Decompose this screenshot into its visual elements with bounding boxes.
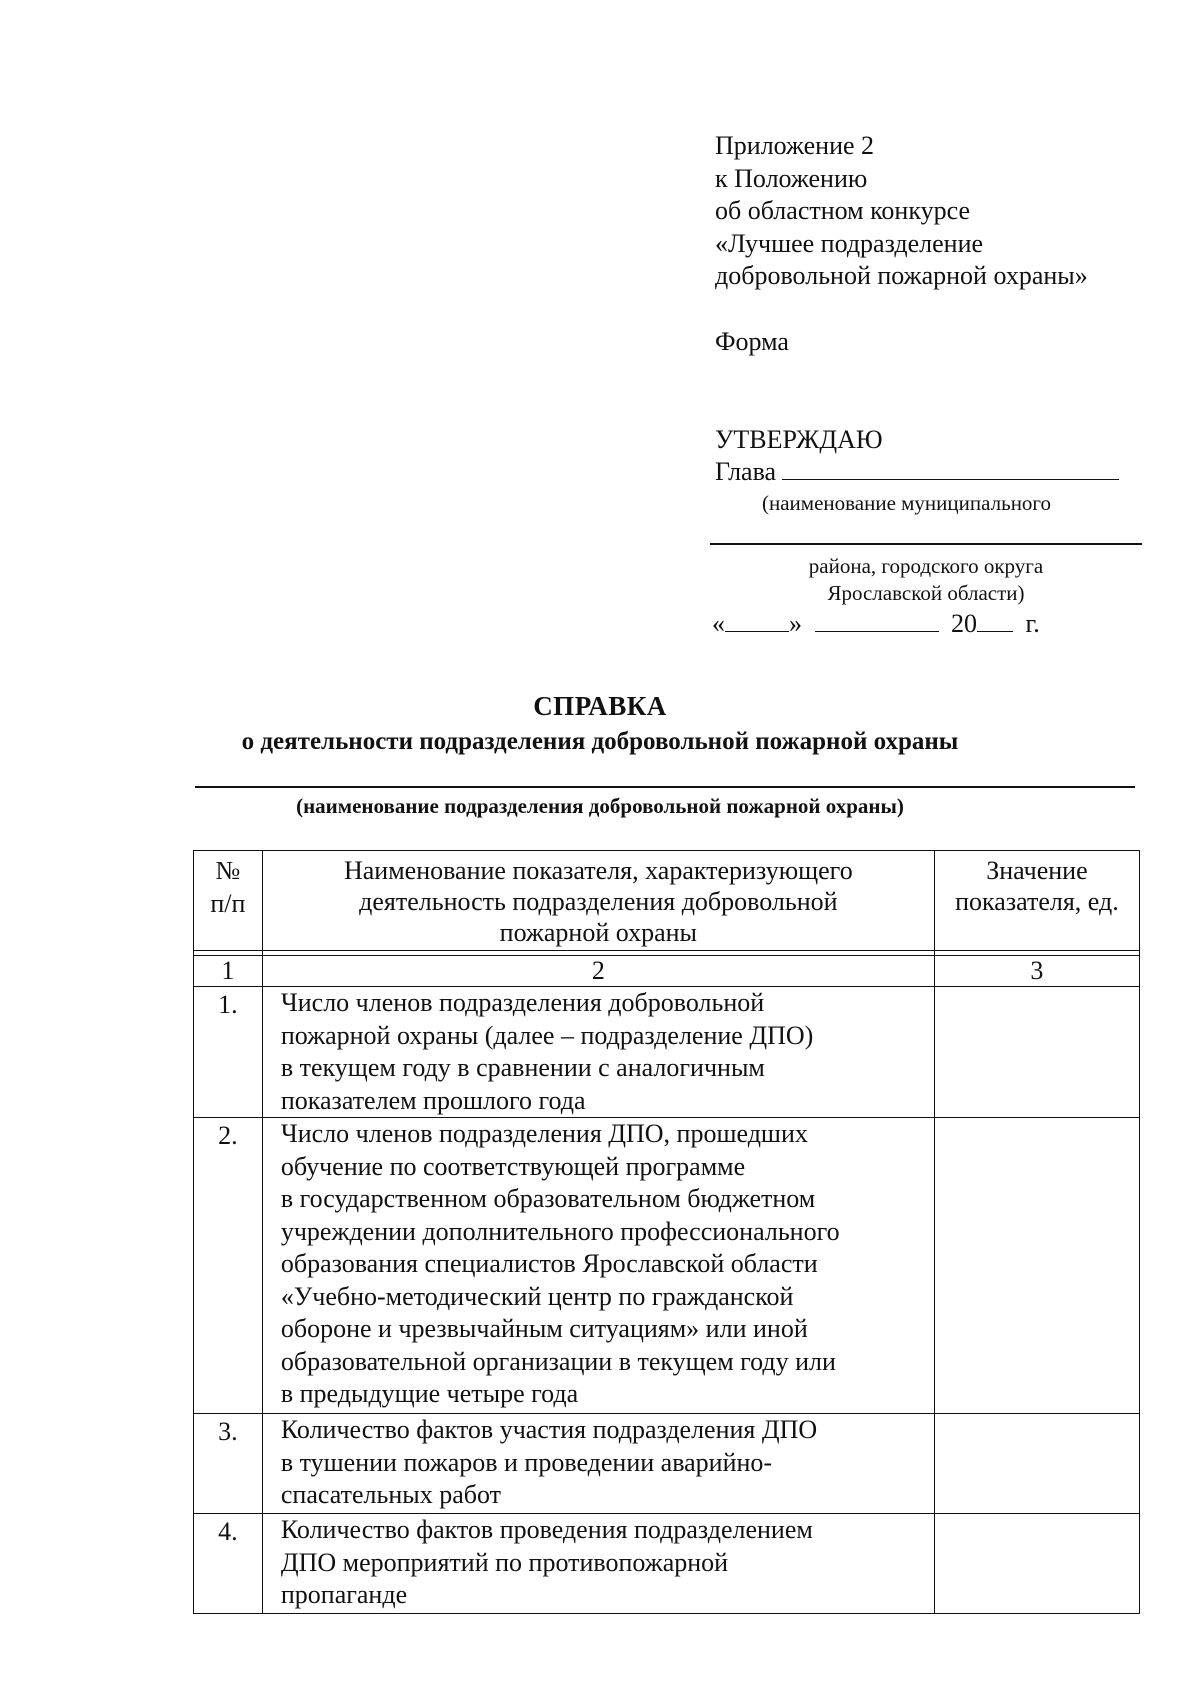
appendix-block: [715, 130, 1088, 293]
year-field[interactable]: [977, 609, 1013, 632]
row-value-cell[interactable]: [934, 987, 1139, 1118]
indicator-line: спасательных работ: [280, 1480, 501, 1509]
municipality-hint-cont: [710, 553, 1142, 607]
header-cell-value: [934, 851, 1139, 951]
column-number: 3: [934, 956, 1139, 987]
header-text: Наименование показателя, характеризующего: [343, 856, 853, 885]
row-indicator: [262, 1118, 934, 1414]
indicator-line: образовательной организации в текущем году или: [280, 1346, 836, 1376]
header-text: пожарной охраны: [499, 918, 698, 947]
head-label: Глава: [715, 457, 777, 486]
approval-block: [715, 424, 1119, 488]
municipality-name-field[interactable]: [710, 543, 1142, 545]
row-number: 1.: [194, 987, 263, 1118]
date-row: [712, 609, 1040, 639]
head-name-field[interactable]: [782, 457, 1119, 480]
indicator-line: в государственном образовательном бюджетном: [280, 1184, 816, 1213]
header-text: показателя, ед.: [955, 887, 1119, 916]
row-value-cell[interactable]: [934, 1118, 1139, 1414]
date-close-quote: »: [789, 609, 802, 638]
indicator-line: показателем прошлого года: [280, 1085, 586, 1115]
table-row: [194, 1514, 1140, 1614]
row-number: 4.: [194, 1514, 263, 1614]
row-number: 2.: [194, 1118, 263, 1414]
indicator-line: в предыдущие четыре года: [280, 1379, 579, 1408]
indicator-line: пожарной охраны (далее – подразделение ДПО): [280, 1020, 814, 1050]
indicator-line: Количество фактов проведения подразделением: [280, 1515, 813, 1544]
row-indicator: [262, 987, 934, 1118]
document-title: СПРАВКА: [533, 691, 667, 721]
indicator-line: в текущем году в сравнении с аналогичным: [280, 1053, 765, 1082]
row-value-cell[interactable]: [934, 1414, 1139, 1514]
header-text: п/п: [210, 888, 246, 918]
hint-line: района, городского округа: [808, 554, 1044, 578]
municipality-hint: (наименование муниципального: [762, 491, 1052, 515]
indicator-line: «Учебно-методический центр по гражданской: [280, 1281, 794, 1311]
head-row: [715, 456, 1119, 488]
header-cell-num: [194, 851, 263, 951]
indicator-line: пропаганде: [280, 1580, 408, 1609]
row-indicator: [262, 1414, 934, 1514]
header-cell-name: [262, 851, 934, 951]
appendix-line: к Положению: [715, 163, 868, 193]
unit-name-hint: (наименование подразделения добровольной пожарной охраны): [296, 794, 904, 818]
column-number-row: [194, 956, 1140, 987]
indicator-line: Число членов подразделения ДПО, прошедших: [280, 1119, 808, 1148]
unit-name-field[interactable]: [195, 786, 1135, 788]
appendix-line: Приложение 2: [715, 131, 875, 160]
indicator-line: обучение по соответствующей программе: [280, 1151, 746, 1181]
date-open-quote: «: [712, 609, 725, 638]
indicator-line: в тушении пожаров и проведении аварийно-: [280, 1447, 773, 1477]
indicator-line: учреждении дополнительного профессионального: [280, 1216, 840, 1246]
header-text: №: [215, 856, 241, 885]
appendix-line: «Лучшее подразделение: [715, 228, 984, 258]
row-indicator: [262, 1514, 934, 1614]
row-value-cell[interactable]: [934, 1514, 1139, 1614]
day-field[interactable]: [725, 609, 789, 632]
approve-word: УТВЕРЖДАЮ: [715, 425, 883, 454]
indicator-line: обороне и чрезвычайным ситуациям» или иной: [280, 1314, 808, 1343]
indicator-line: ДПО мероприятий по противопожарной: [280, 1547, 729, 1577]
header-text: деятельность подразделения добровольной: [359, 887, 838, 916]
table-row: [194, 1414, 1140, 1514]
column-number: 2: [262, 956, 934, 987]
year-prefix: 20: [951, 609, 977, 638]
document-subtitle: о деятельности подразделения добровольной пожарной охраны: [241, 728, 959, 755]
table-header-row: [194, 851, 1140, 951]
year-suffix: г.: [1025, 609, 1040, 638]
table-row: [194, 987, 1140, 1118]
month-field[interactable]: [815, 609, 939, 632]
indicator-line: Число членов подразделения добровольной: [280, 988, 765, 1017]
indicator-line: Количество фактов участия подразделения ДПО: [280, 1415, 818, 1444]
header-text: Значение: [986, 856, 1088, 885]
form-label: Форма: [715, 327, 789, 356]
appendix-line: добровольной пожарной охраны»: [715, 261, 1088, 290]
column-number: 1: [194, 956, 263, 987]
indicators-table: [193, 850, 1140, 1614]
table-row: [194, 1118, 1140, 1414]
row-number: 3.: [194, 1414, 263, 1514]
indicator-line: образования специалистов Ярославской области: [280, 1249, 818, 1278]
appendix-line: об областном конкурсе: [715, 196, 970, 225]
hint-line: Ярославской области): [827, 581, 1025, 605]
